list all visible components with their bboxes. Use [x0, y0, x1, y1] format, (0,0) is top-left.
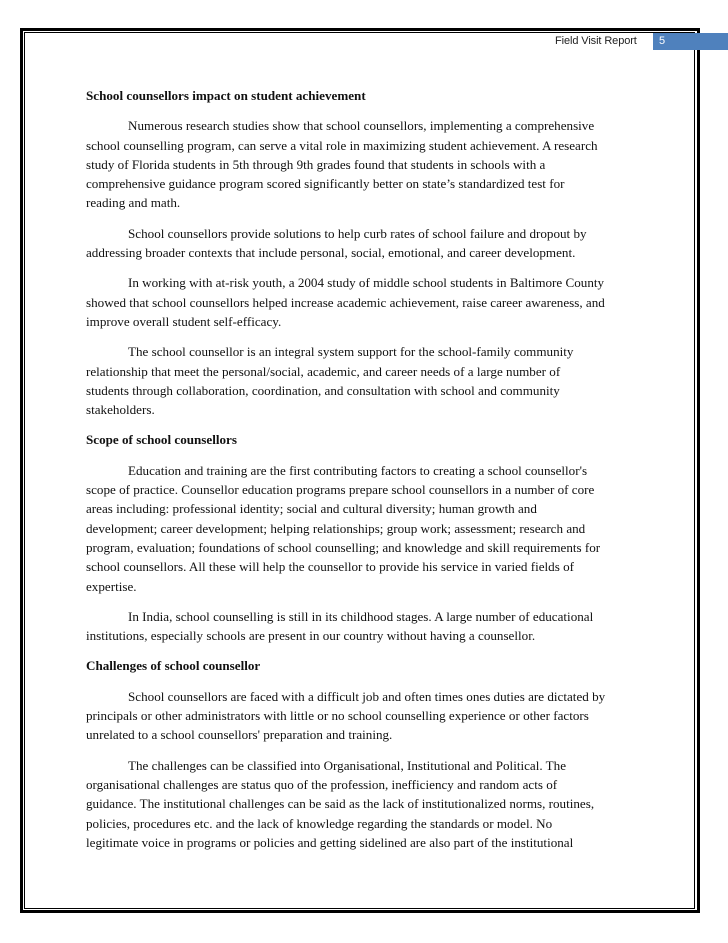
section-scope: [86, 430, 656, 449]
paragraph-line: School counsellors are faced with a difficult job and often times ones duties are dictated by: [128, 688, 606, 704]
section-heading: School counsellors impact on student achievement: [86, 88, 366, 103]
paragraph-line: principals or other administrators with little or no school counselling experience or other factors: [86, 708, 589, 724]
paragraph: [86, 342, 656, 419]
paragraph-line: The challenges can be classified into Organisational, Institutional and Political. The: [128, 757, 567, 773]
section-achievement: [86, 86, 656, 105]
paragraph-line: school counsellors. All these will help the counsellor to provide his service in varied fields of: [86, 559, 574, 575]
paragraph: [86, 273, 656, 331]
paragraph: [86, 224, 656, 263]
paragraph: [86, 461, 656, 596]
paragraph-line: improve overall student self-efficacy.: [86, 313, 282, 329]
paragraph-line: The school counsellor is an integral system support for the school-family community: [128, 344, 574, 360]
paragraph-line: reading and math.: [86, 195, 181, 211]
paragraph: [86, 687, 656, 745]
paragraph-line: Education and training are the first contributing factors to creating a school counsellor's: [128, 462, 588, 478]
paragraph-line: development; career development; helping relationships; group work; assessment; research and: [86, 520, 586, 536]
paragraph-line: school counselling program, can serve a vital role in maximizing student achievement. A research: [86, 137, 598, 153]
paragraph-line: School counsellors provide solutions to help curb rates of school failure and dropout by: [128, 225, 587, 241]
paragraph-line: students through collaboration, coordination, and consultation with school and community: [86, 382, 560, 398]
paragraph-line: In India, school counselling is still in its childhood stages. A large number of educational: [128, 608, 594, 624]
paragraph-line: areas including: professional identity; social and cultural diversity; human growth and: [86, 501, 537, 517]
paragraph-line: study of Florida students in 5th through 9th grades found that students in schools with a: [86, 156, 546, 172]
header-title: Field Visit Report: [555, 35, 637, 47]
paragraph: [86, 607, 656, 646]
paragraph-line: stakeholders.: [86, 402, 155, 418]
paragraph-line: guidance. The institutional challenges can be said as the lack of institutionalized norms, routines,: [86, 796, 595, 812]
section-heading: Challenges of school counsellor: [86, 658, 261, 674]
paragraph-line: Numerous research studies show that school counsellors, implementing a comprehensive: [128, 118, 595, 134]
paragraph-line: unrelated to a school counsellors' preparation and training.: [86, 727, 393, 743]
paragraph: [86, 116, 656, 212]
paragraph-line: relationship that meet the personal/social, academic, and career needs of a large number of: [86, 363, 561, 379]
paragraph-line: institutions, especially schools are present in our country without having a counsellor.: [86, 628, 536, 644]
paragraph-line: policies, procedures etc. and the lack of knowledge regarding the standards or model. No: [86, 815, 553, 831]
section-heading: Scope of school counsellors: [86, 432, 237, 448]
document-body: [86, 86, 656, 863]
section-challenges: [86, 656, 656, 675]
paragraph-line: scope of practice. Counsellor education programs prepare school counsellors in a number of core: [86, 482, 595, 498]
paragraph-line: comprehensive guidance program scored significantly better on state’s standardized test for: [86, 176, 565, 192]
page-number: 5: [659, 35, 666, 47]
paragraph-line: In working with at-risk youth, a 2004 study of middle school students in Baltimore County: [128, 275, 605, 291]
paragraph-line: program, evaluation; foundations of school counselling; and knowledge and skill requirements for: [86, 539, 601, 555]
paragraph-line: showed that school counsellors helped increase academic achievement, raise career awareness, and: [86, 294, 605, 310]
paragraph-line: expertise.: [86, 578, 137, 594]
paragraph-line: legitimate voice in programs or policies and getting sidelined are also part of the institutional: [86, 834, 574, 850]
paragraph-line: addressing broader contexts that include personal, social, emotional, and career development.: [86, 245, 576, 261]
paragraph-line: organisational challenges are status quo of the profession, inefficiency and random acts of: [86, 776, 558, 792]
paragraph: [86, 756, 656, 852]
